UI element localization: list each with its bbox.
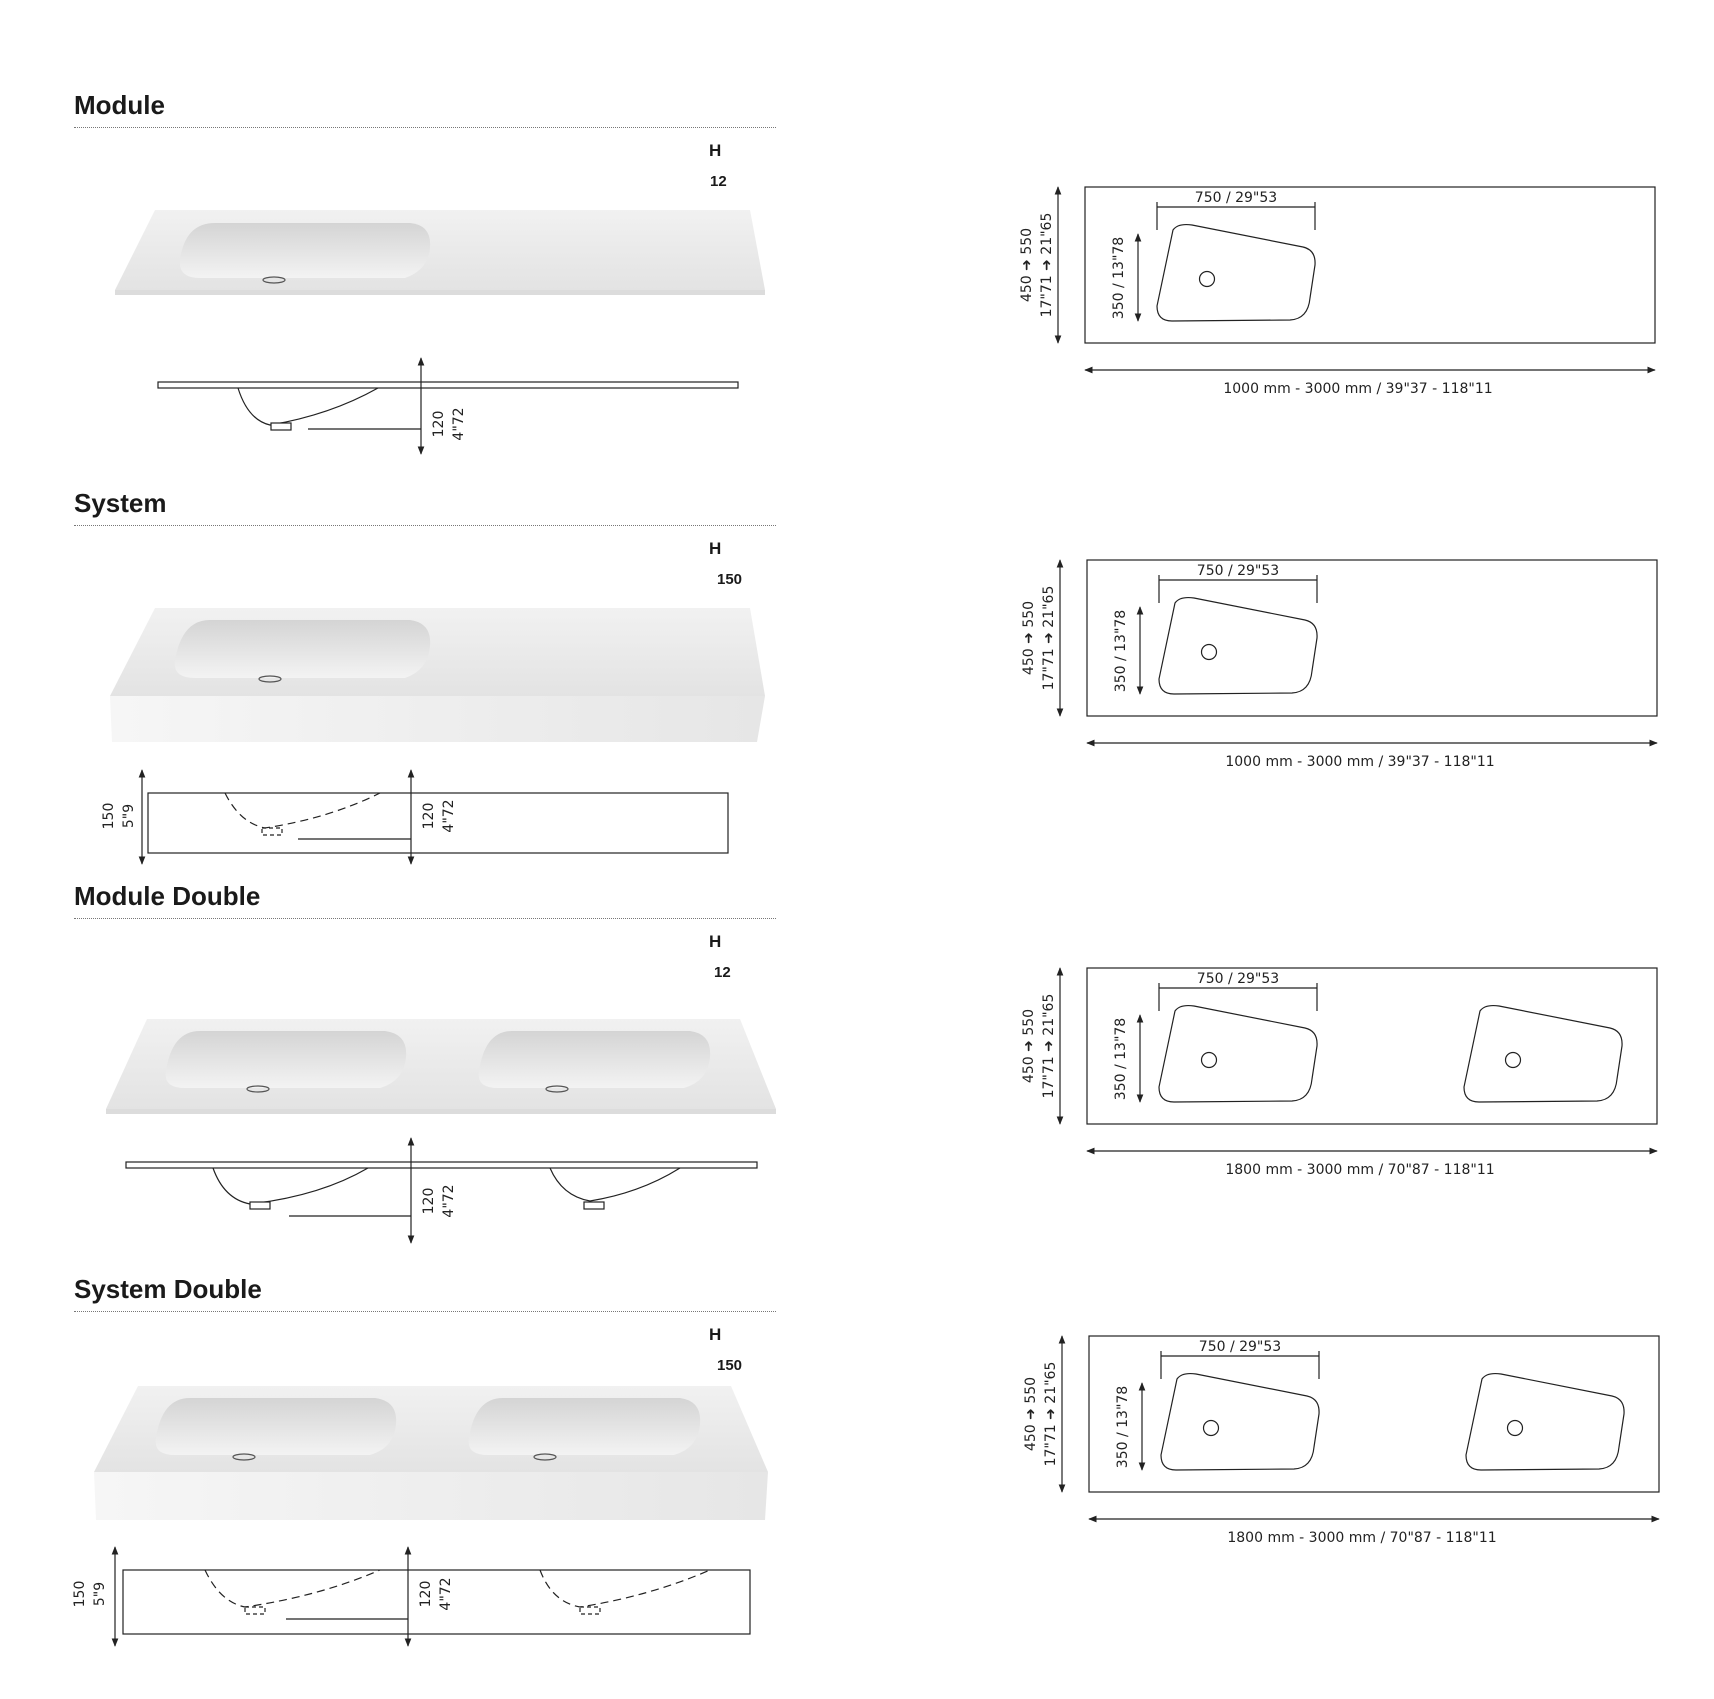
basin-render-right [469,1398,701,1455]
dim-side-height: 120 [418,1580,434,1608]
dim-depth-mm: 450 ➜ 550 [1019,227,1035,303]
section-module-double [0,881,1714,1277]
height-label: H [709,141,722,160]
dim-depth-in: 17"71 ➜ 21"65 [1043,1361,1059,1467]
section-system [0,488,1714,884]
dim-length: 1000 mm - 3000 mm / 39"37 - 118"11 [1223,381,1493,397]
dim-side-height-in: 4"72 [441,799,457,833]
height-label: H [709,932,722,951]
height-label: H [709,1325,722,1344]
dim-depth-mm: 450 ➜ 550 [1023,1376,1039,1452]
dim-depth-mm: 450 ➜ 550 [1021,1008,1037,1084]
dim-basin-depth: 350 / 13"78 [1115,1385,1131,1469]
section-title: Module Double [74,881,261,911]
system-drawings [0,488,1714,884]
basin-render-left [166,1031,407,1088]
section-module [0,90,1714,486]
height-label: H [709,539,722,558]
dim-depth-in: 17"71 ➜ 21"65 [1041,993,1057,1099]
section-system-double [0,1274,1714,1670]
dim-side-height-in: 4"72 [438,1577,454,1611]
dim-total-height-in: 5"9 [92,1581,108,1607]
height-value: 150 [717,1357,743,1374]
section-title: System [74,488,167,518]
dim-depth-mm: 450 ➜ 550 [1021,600,1037,676]
dim-basin-depth: 350 / 13"78 [1113,609,1129,693]
height-value: 12 [714,964,731,981]
side-section [158,358,738,454]
dim-side-height-in: 4"72 [451,407,467,441]
module-double-drawings [0,881,1714,1277]
dim-basin-width: 750 / 29"53 [1198,1339,1282,1355]
sink-render [110,608,765,742]
module-drawings [0,90,1714,486]
dim-side-height: 120 [431,410,447,438]
dim-length: 1800 mm - 3000 mm / 70"87 - 118"11 [1225,1162,1495,1178]
sink-render [94,1386,768,1520]
system-double-drawings [0,1274,1714,1670]
dim-length: 1800 mm - 3000 mm / 70"87 - 118"11 [1227,1530,1497,1546]
plan-view [1060,968,1657,1151]
dim-depth-in: 17"71 ➜ 21"65 [1039,212,1055,318]
section-title: System Double [74,1274,262,1304]
basin-render-right [479,1031,711,1088]
height-value: 12 [710,173,727,190]
dim-basin-width: 750 / 29"53 [1196,563,1280,579]
dim-basin-depth: 350 / 13"78 [1113,1017,1129,1101]
sink-render [106,1019,776,1114]
plan-view [1060,560,1657,743]
basin-render [175,620,431,678]
sink-render [115,210,765,295]
dim-depth-in: 17"71 ➜ 21"65 [1041,585,1057,691]
plan-view [1062,1336,1659,1519]
dim-side-height: 120 [421,802,437,830]
plan-view [1058,187,1655,370]
basin-render [180,223,430,278]
dim-total-height: 150 [72,1580,88,1608]
dim-basin-depth: 350 / 13"78 [1111,236,1127,320]
dim-total-height-in: 5"9 [121,803,137,829]
dim-basin-width: 750 / 29"53 [1196,971,1280,987]
height-value: 150 [717,571,743,588]
dim-length: 1000 mm - 3000 mm / 39"37 - 118"11 [1225,754,1495,770]
dim-side-height-in: 4"72 [441,1184,457,1218]
basin-render-left [156,1398,397,1455]
dim-total-height: 150 [101,802,117,830]
section-title: Module [74,90,165,120]
dim-basin-width: 750 / 29"53 [1194,190,1278,206]
dim-side-height: 120 [421,1187,437,1215]
